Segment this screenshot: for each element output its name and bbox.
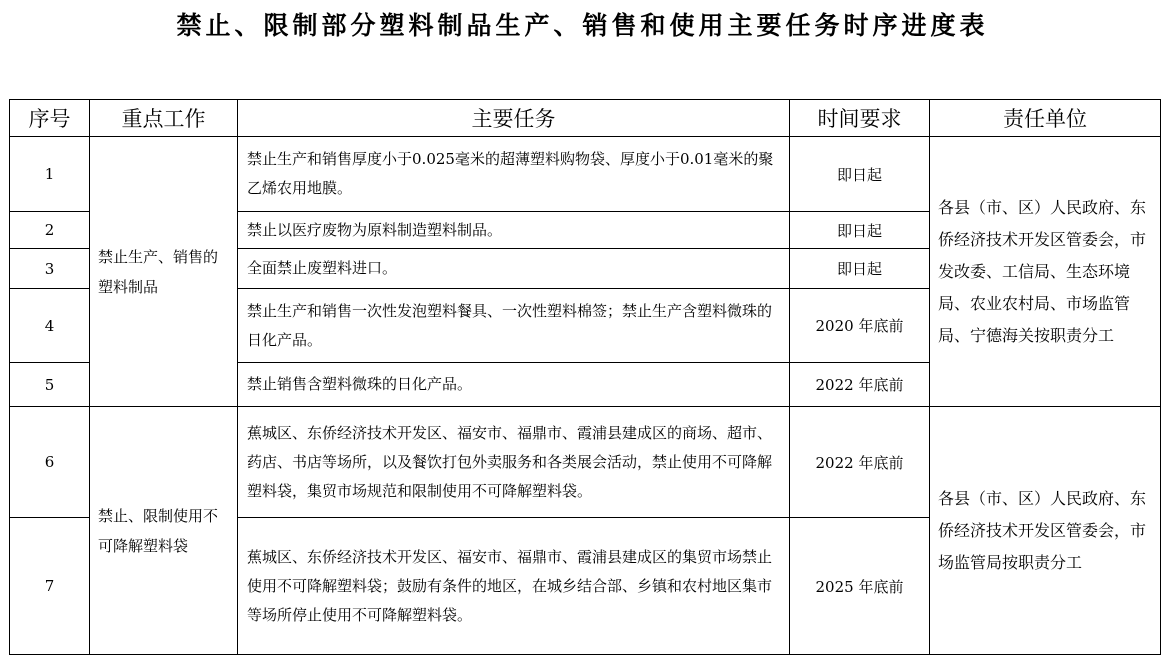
header-time: 时间要求 (790, 100, 930, 137)
row-task: 全面禁止废塑料进口。 (238, 249, 790, 289)
row-task: 禁止生产和销售厚度小于0.025毫米的超薄塑料购物袋、厚度小于0.01毫米的聚乙烯农用地膜。 (238, 137, 790, 212)
table-row (10, 407, 1161, 518)
header-seq: 序号 (10, 100, 90, 137)
header-work: 重点工作 (90, 100, 238, 137)
row-time: 即日起 (790, 137, 930, 212)
row-time: 2020 年底前 (790, 289, 930, 363)
row-task: 蕉城区、东侨经济技术开发区、福安市、福鼎市、霞浦县建成区的集贸市场禁止使用不可降解塑料袋；鼓励有条件的地区，在城乡结合部、乡镇和农村地区集市等场所停止使用不可降解塑料袋。 (238, 518, 790, 655)
header-unit: 责任单位 (930, 100, 1161, 137)
row-task: 禁止以医疗废物为原料制造塑料制品。 (238, 212, 790, 249)
schedule-table (9, 99, 1161, 655)
group-work: 禁止生产、销售的塑料制品 (90, 137, 238, 407)
row-seq: 1 (10, 137, 90, 212)
group-unit: 各县（市、区）人民政府、东侨经济技术开发区管委会，市发改委、工信局、生态环境局、农业农村局、市场监管局、宁德海关按职责分工 (930, 137, 1161, 407)
row-seq: 6 (10, 407, 90, 518)
row-seq: 3 (10, 249, 90, 289)
header-task: 主要任务 (238, 100, 790, 137)
row-task: 蕉城区、东侨经济技术开发区、福安市、福鼎市、霞浦县建成区的商场、超市、药店、书店等场所，以及餐饮打包外卖服务和各类展会活动，禁止使用不可降解塑料袋，集贸市场规范和限制使用不可降解塑料袋。 (238, 407, 790, 518)
row-seq: 4 (10, 289, 90, 363)
table-row (10, 137, 1161, 212)
group-unit: 各县（市、区）人民政府、东侨经济技术开发区管委会，市场监管局按职责分工 (930, 407, 1161, 655)
row-task: 禁止生产和销售一次性发泡塑料餐具、一次性塑料棉签；禁止生产含塑料微珠的日化产品。 (238, 289, 790, 363)
header-row (10, 100, 1161, 137)
row-time: 即日起 (790, 249, 930, 289)
row-time: 2022 年底前 (790, 407, 930, 518)
row-time: 2025 年底前 (790, 518, 930, 655)
row-seq: 7 (10, 518, 90, 655)
row-time: 2022 年底前 (790, 363, 930, 407)
row-seq: 2 (10, 212, 90, 249)
row-time: 即日起 (790, 212, 930, 249)
row-seq: 5 (10, 363, 90, 407)
row-task: 禁止销售含塑料微珠的日化产品。 (238, 363, 790, 407)
page-title: 禁止、限制部分塑料制品生产、销售和使用主要任务时序进度表 (176, 11, 989, 40)
group-work: 禁止、限制使用不可降解塑料袋 (90, 407, 238, 655)
